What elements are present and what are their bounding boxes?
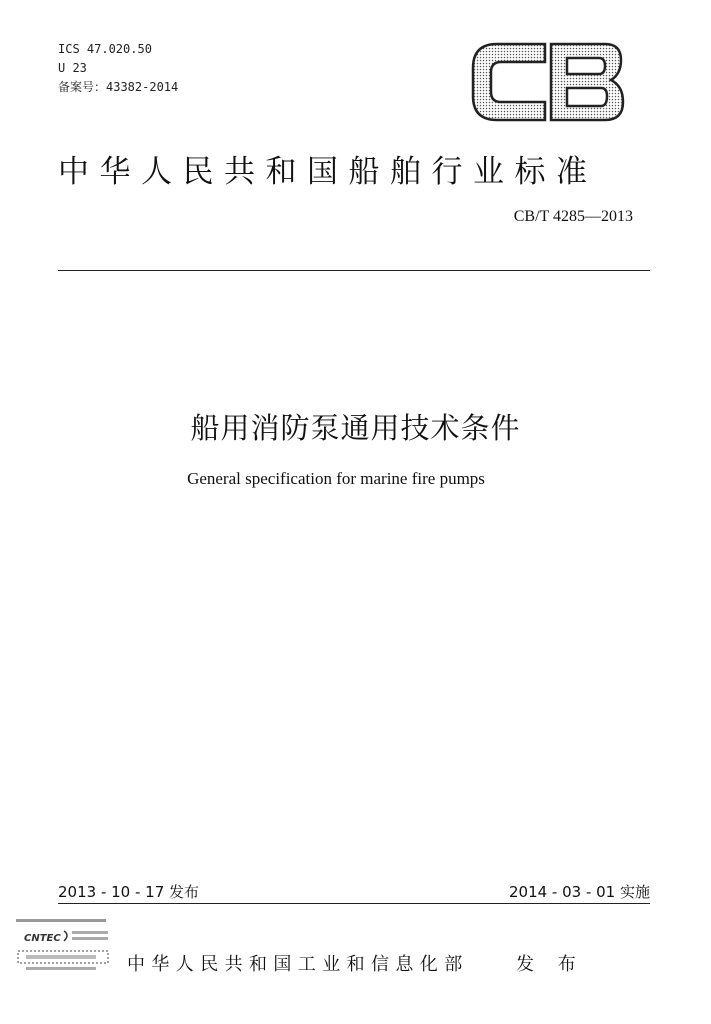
ics-code: ICS 47.020.50 bbox=[58, 42, 152, 56]
issuing-authority: 中华人民共和国工业和信息化部 bbox=[127, 954, 469, 975]
implement-date: 2014 - 03 - 01 实施 bbox=[508, 883, 650, 901]
distributor-stamp bbox=[14, 915, 124, 977]
document-title-zh: 船用消防泵通用技术条件 bbox=[190, 411, 521, 445]
issue-label: 发 布 bbox=[516, 954, 585, 975]
standard-title: 中华人民共和国船舶行业标准 bbox=[58, 154, 598, 190]
stamp-brand: CNTEC bbox=[24, 933, 61, 944]
standard-code: CB/T 4285—2013 bbox=[513, 208, 633, 225]
filing-number: 备案号：43382-2014 bbox=[58, 80, 179, 94]
publish-date: 2013 - 10 - 17 发布 bbox=[58, 883, 200, 901]
top-divider bbox=[58, 270, 650, 271]
cb-logo bbox=[467, 38, 627, 126]
bottom-divider bbox=[58, 903, 650, 904]
document-title-en: General specification for marine fire pumps bbox=[187, 469, 485, 488]
ccs-code: U 23 bbox=[58, 61, 87, 75]
